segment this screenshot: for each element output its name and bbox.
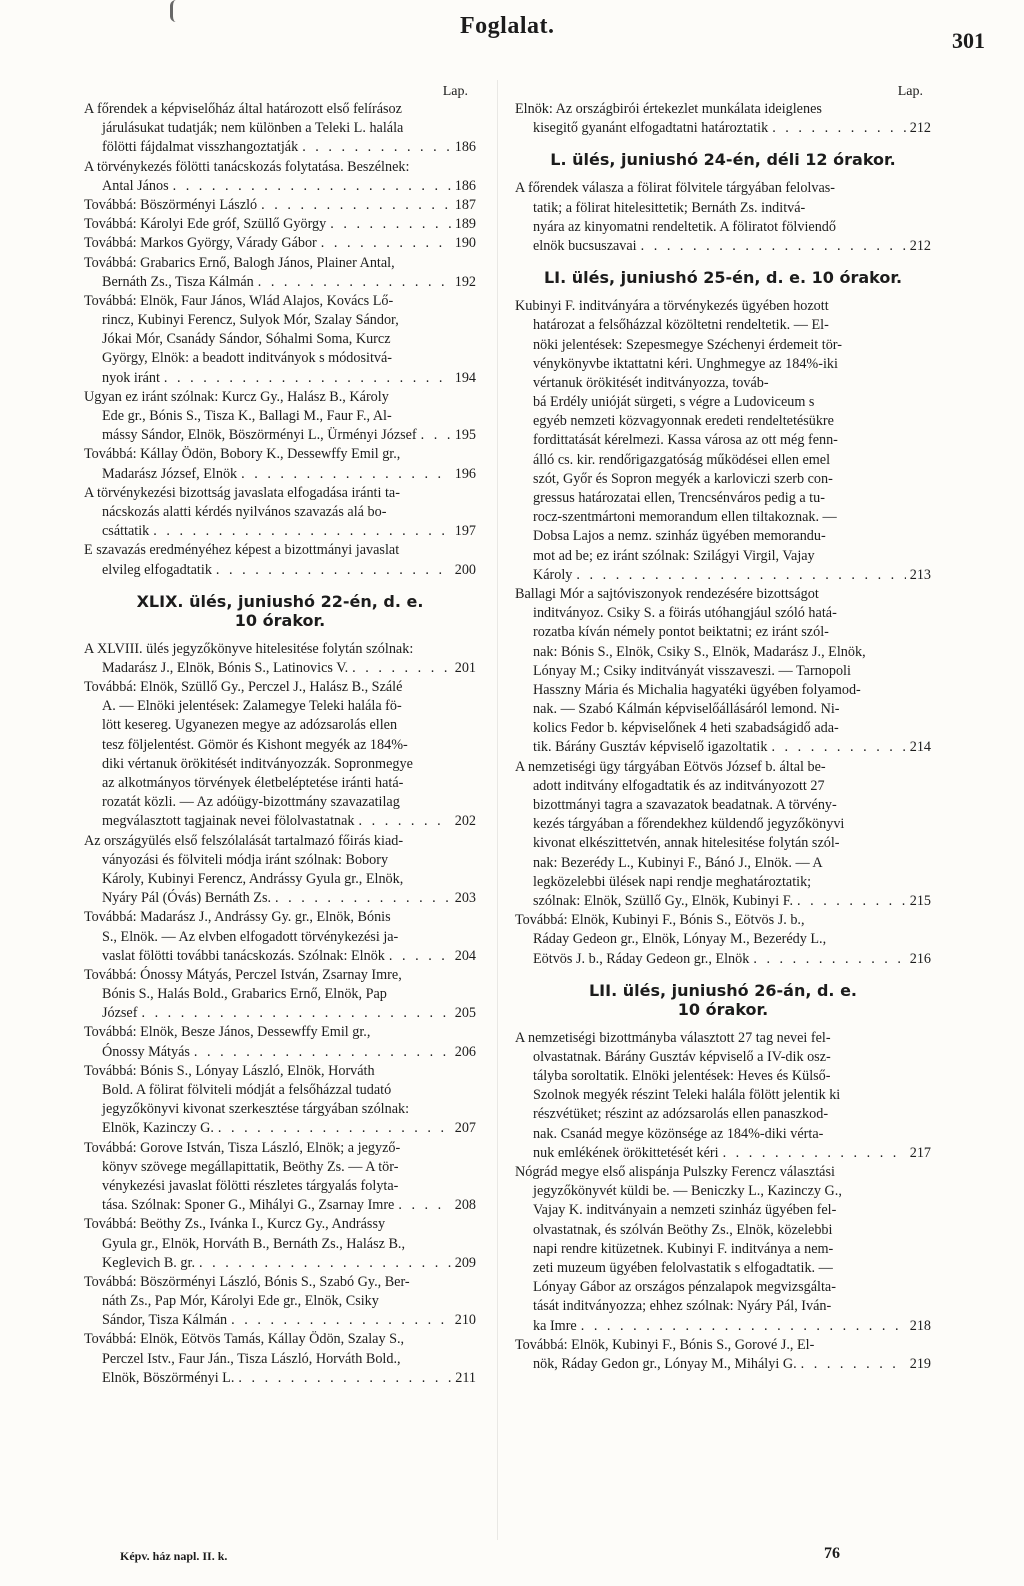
index-entry [84,1062,476,1139]
entry-last-line [84,273,476,292]
leader-dots [153,522,450,541]
entry-line: jegyzőkönyvi kivonat szerkesztése tárgyában szólnak: [102,1101,410,1118]
index-entry [84,908,476,966]
entry-line: tatik; a fölirat hitelesittetik; Bernáth Zs. inditvá- [533,199,806,216]
entry-text: Antal János [102,177,169,194]
entry-text: Elnök, Böszörményi L. [102,1369,235,1386]
entry-last-line [84,522,476,541]
leader-dots [241,465,451,484]
entry-text: kisegitő gyanánt elfogadtatni határoztatik [533,120,769,137]
entry-line: náth Zs., Pap Mór, Károlyi Ede gr., Elnök, Csiky [102,1293,379,1310]
entry-line: Továbbá: Elnök, Kubinyi F., Bónis S., Gorové J., El- [515,1336,815,1353]
entry-line: vénykönyvbe iktattatni kéri. Unghmegye az 184%-iki [533,355,838,372]
page-reference: 204 [454,947,476,964]
entry-last-line [515,950,931,969]
entry-line: szót, Győr és Sopron megyék a karloviczi szerb con- [533,470,833,487]
entry-last-line [84,1254,476,1273]
leader-dots [141,1004,450,1023]
leader-dots [723,1144,906,1163]
page-reference: 207 [454,1120,476,1137]
page-reference: 190 [454,235,476,252]
index-entry [84,640,476,678]
entry-text: Ónossy Mátyás [102,1043,190,1060]
entry-line: Ballagi Mór a sajtóviszonyok rendezésére bizottságot [515,585,819,602]
entry-line: legközelebbi ülések napi rendje meghatároztatik; [533,873,812,890]
entry-last-line [84,465,476,484]
entry-text: Sándor, Tisza Kálmán [102,1312,228,1329]
session-heading [84,592,476,630]
entry-text: Madarász J., Elnök, Bónis S., Latinovics V. [102,659,349,676]
page-number: 301 [952,28,985,53]
entry-text: Továbbá: Markos György, Várady Gábor [84,235,317,252]
entry-text: Nyáry Pál (Óvás) Bernáth Zs. [102,890,272,907]
leader-dots [398,1196,450,1215]
index-entry [84,541,476,579]
entry-line: határozat a felsőházzal közöltetni rendeltetik. — El- [533,317,829,334]
entry-line: nak. — Szabó Kálmán képviselőállásáról lemond. Ni- [533,701,840,718]
leader-dots [772,119,906,138]
page-reference: 201 [454,659,476,676]
entry-line: Károly, Kubinyi Ferencz, Andrássy Gyula gr., Elnök, [102,870,404,887]
entry-line: nak. Csanád megye közönsége az 184%-diki vértа- [533,1125,824,1142]
leader-dots [421,426,451,445]
page-reference: 192 [454,273,476,290]
leader-dots [330,215,450,234]
page-reference: 186 [454,177,476,194]
page-reference: 194 [454,369,476,386]
entry-text: megválasztott tagjainak nevei fölolvastatnak [102,813,355,830]
entry-text: mássy Sándor, Elnök, Böszörményi L., Ürményi József [102,427,417,444]
session-heading-line: 10 órakor. [677,999,769,1019]
left-column [84,84,476,1388]
index-entry [84,388,476,446]
leader-dots [261,196,451,215]
footer-signature-number: 76 [824,1545,840,1562]
index-entry [84,1023,476,1061]
lap-label: Lap. [442,84,468,99]
entry-text: Madarász József, Elnök [102,465,238,482]
index-entry [84,678,476,832]
entry-text: Elnök, Kazinczy G. [102,1120,214,1137]
entry-line: Ugyan ez iránt szólnak: Kurcz Gy., Halász B., Károly [84,388,389,405]
entry-line: gressus határozatai ellen, Trencsénváros pedig a tu- [533,490,825,506]
entry-line: olvastatnak, és szólván Beöthy Zs., Elnök, közelebbi [533,1221,833,1238]
entry-line: adott inditvány elfogadtatik és az inditványozott 27 [533,777,825,794]
entry-last-line [515,738,931,757]
entry-line: E szavazás eredményéhez képest a bizottmányi javaslat [84,542,400,559]
page-header-title: Foglalat. [460,13,555,39]
index-entry [84,445,476,483]
session-heading-line: LII. ülés, juniushó 26-án, d. e. [588,980,858,1000]
entry-last-line [84,1369,476,1388]
entry-line: vértanuk örökitését inditványozza, továb- [533,374,769,391]
index-entry [515,585,931,758]
entry-line: rozatát közli. — Az adóügy-bizottmány szavazatilag [102,794,400,811]
page-reference: 213 [909,566,931,583]
entry-line: Ede gr., Bónis S., Tisza K., Ballagi M., Faur F., Al- [102,408,392,424]
page-reference: 187 [454,196,476,213]
leader-dots [352,659,451,678]
entry-line: lött kesereg. Ugyanezen megye az adózsarolás ellen [102,717,398,734]
entry-line: egyéb nemzeti közvagyonnak eredeti rendeltetésükre [533,413,834,430]
session-heading-line: 10 órakor. [234,610,326,630]
page-reference: 215 [909,892,931,909]
entry-last-line [515,1317,931,1336]
entry-last-line [84,196,476,215]
entry-text: tik. Bárány Gusztáv képviselő igazoltatik [533,739,768,756]
index-entry [515,1163,931,1336]
page-reference: 216 [909,950,931,967]
entry-last-line [84,215,476,234]
entry-line: Továbbá: Kállay Ödön, Bobory K., Dessewffy Emil gr., [84,446,401,463]
leader-dots [641,237,906,256]
entry-line: tályba soroltatik. Elnöki jelentések: Heves és Külső- [533,1068,831,1085]
entry-line: Szolnok megyék részint Teleki halála fölött jelentik ki [533,1087,841,1104]
index-entry [84,292,476,388]
entry-line: Továbbá: Grabarics Ernő, Balogh János, Plainer Antal, [84,254,395,271]
leader-dots [218,1119,451,1138]
leader-dots [771,738,905,757]
index-entry [84,832,476,909]
session-heading [515,268,931,287]
ink-mark [170,0,185,22]
page-reference: 189 [454,216,476,233]
entry-line: A törvénykezési bizottság javaslata elfogadása iránti ta- [84,484,400,501]
session-heading [515,981,931,1019]
entry-line: A törvénykezés fölötti tanácskozás folytatása. Beszélnek: [84,158,410,175]
entry-line: fordittatását kérelmezi. Kassa városa az ott még fenn- [533,432,838,449]
entry-line: nácskozás alatti kérdés nyilvános szavazás alá bo- [102,503,387,520]
entry-line: az alkotmányos törvények életbeléptetése iránti hatá- [102,775,404,791]
entry-last-line [84,369,476,388]
entry-last-line [84,234,476,253]
leader-dots [302,138,451,157]
entry-text: nök, Ráday Gedon gr., Lónyay M., Mihályi G. [533,1355,797,1372]
entry-line: zeti muzeum ügyében felolvastatik s elfogadtatik. — [533,1259,833,1276]
entry-line: A XLVIII. ülés jegyzőkönyve hitelesitése folytán szólnak: [84,640,414,657]
entry-line: nak: Bónis S., Elnök, Csiky S., Elnök, Madarász J., Elnök, [533,643,866,660]
entry-line: A főrendek a képviselőház által határozott első felírásoz [84,101,402,117]
entry-text: Továbbá: Károlyi Ede gróf, Szüllő György [84,216,327,233]
index-entry [84,100,476,158]
entry-text: tása. Szólnak: Sponer G., Mihályi G., Zsarnay Imre [102,1197,395,1214]
page-reference: 218 [909,1317,931,1334]
leader-dots [275,889,451,908]
leader-dots [173,177,451,196]
entry-text: elvileg elfogadtatik [102,561,212,578]
entry-line: álló cs. kir. rendőrigazgatóság működései ellen emel [533,451,831,468]
entry-last-line [84,812,476,831]
entry-line: Vajay K. inditványain a nemzeti szinház ügyében fel- [533,1202,837,1219]
entry-line: napi rendre kitüzetnek. Kubinyi F. inditványa a nem- [533,1240,834,1257]
entry-line: rocz-szentmártoni memorandum ellen tiltakoznak. — [533,509,837,526]
entry-line: nöki jelentések: Szepesmegye Széchenyi érdemeit tör- [533,336,842,353]
entry-last-line [84,947,476,966]
index-entry [515,179,931,256]
leader-dots [258,273,451,292]
entry-text: Bernáth Zs., Tisza Kálmán [102,273,254,290]
page-reference: 200 [454,561,476,578]
lap-label: Lap. [897,84,923,99]
entry-line: rozatba kíván némely pontot beiktatni; ez iránt szól- [533,624,829,641]
page-reference: 195 [454,427,476,444]
page-reference: 197 [454,523,476,540]
entry-line: diki vértanuk örökitését inditványozzák. Sopronmegye [102,755,413,772]
footer-volume-label: Képv. ház napl. II. k. [120,1549,228,1563]
entry-line: Továbbá: Bónis S., Lónyay László, Elnök, Horváth [84,1062,375,1079]
entry-line: ványozási és fölviteli módja iránt szólnak: Bobory [102,851,389,868]
entry-text: József [102,1005,138,1022]
page-reference: 196 [454,465,476,482]
leader-dots [389,947,451,966]
leader-dots [359,812,451,831]
session-heading-line: L. ülés, juniushó 24-én, déli 12 órakor. [550,150,896,170]
leader-dots [194,1043,451,1062]
index-entry [84,158,476,196]
index-entry [515,758,931,912]
page-reference: 212 [909,120,931,137]
entry-last-line [84,426,476,445]
entry-last-line [515,237,931,256]
entry-line: jegyzőkönyvét küldi be. — Beniczky L., Kazinczy G., [533,1183,842,1200]
page-reference: 214 [909,739,931,756]
entry-last-line [515,566,931,585]
entry-line: Perczel Istv., Faur Ján., Tisza László, Horváth Bold., [102,1350,401,1367]
column-divider [497,80,498,1540]
page-reference: 203 [454,890,476,907]
leader-dots [581,1317,906,1336]
entry-line: kolics Fedor b. képviselőnek 4 heti szabadságidő ada- [533,720,839,737]
leader-dots [321,234,451,253]
entry-text: nyok iránt [102,369,160,386]
page-reference: 217 [909,1144,931,1161]
index-entry [84,1273,476,1331]
entry-text: ka Imre [533,1317,577,1334]
entry-line: Dobsa Lajos a nemz. szinház ügyében memorandu- [533,528,826,545]
entry-line: Lónyay M.; Csiky inditványát visszaveszi. — Tarnopoli [533,662,851,679]
entry-line: könyv szövege megállapittatik, Beöthy Zs. — A tör- [102,1158,399,1175]
leader-dots [199,1254,451,1273]
leader-dots [216,561,451,580]
entry-text: elnök bucsuszavai [533,237,637,254]
session-heading [515,150,931,169]
entry-last-line [84,889,476,908]
entry-line: Elnök: Az országbirói értekezlet munkálata ideiglenes [515,101,822,117]
page-reference: 186 [454,139,476,156]
entry-line: Továbbá: Elnök, Eötvös Tamás, Kállay Ödön, Szalay S., [84,1331,405,1348]
page-reference: 211 [455,1369,476,1386]
entry-last-line [84,1119,476,1138]
entry-text: Károly [533,566,573,583]
index-entry [84,215,476,234]
entry-line: nak: Bezerédy L., Kubinyi F., Bánó J., Elnök. — A [533,854,823,871]
session-heading-line: XLIX. ülés, juniushó 22-én, d. e. [136,591,424,611]
entry-last-line [84,177,476,196]
right-column [515,84,931,1374]
entry-text: fölötti fájdalmat visszhangoztatják [102,139,299,156]
leader-dots [753,950,905,969]
entry-last-line [515,119,931,138]
entry-line: Továbbá: Madarász J., Andrássy Gy. gr., Elnök, Bónis [84,909,391,926]
leader-dots [231,1311,451,1330]
entry-line: mot ad be; ez iránt szólnak: Szilágyi Virgil, Vajay [533,547,815,564]
entry-last-line [84,1311,476,1330]
entry-text: csáttatik [102,523,150,540]
entry-line: kivonat elkészittetvén, annak hitelesitése folytán szól- [533,835,840,852]
entry-line: Gyula gr., Elnök, Horváth B., Bernáth Zs., Halász B., [102,1235,406,1252]
leader-dots [576,566,905,585]
page-reference: 212 [909,237,931,254]
page-reference: 210 [454,1312,476,1329]
entry-line: Továbbá: Elnök, Szüllő Gy., Perczel J., Halász B., Szálé [84,679,403,696]
leader-dots [164,369,451,388]
entry-line: bizottmányi tagra a szavazatok beadatnak. A törvény- [533,797,837,813]
index-entry [84,254,476,292]
entry-line: Ráday Gedeon gr., Elnök, Lónyay M., Bezerédy L., [533,931,827,948]
page-reference: 206 [454,1043,476,1060]
entry-last-line [84,1043,476,1062]
entry-line: Továbbá: Ónossy Mátyás, Perczel István, Zsarnay Imre, [84,966,402,983]
entry-line: Továbbá: Elnök, Faur János, Wlád Alajos, Kovács Lő- [84,292,394,309]
entry-line: Bónis S., Halás Bold., Grabarics Ernő, Elnök, Pap [102,986,387,1003]
page-reference: 208 [454,1197,476,1214]
index-entry [84,484,476,542]
index-entry [515,1029,931,1163]
page-reference: 219 [909,1355,931,1372]
entry-text: nuk emlékének örökittetését kéri [533,1144,719,1161]
leader-dots [238,1369,451,1388]
index-entry [84,966,476,1024]
entry-line: Továbbá: Gorove István, Tisza László, Elnök; a jegyző- [84,1139,401,1156]
entry-line: Hasszny Mária és Michalia hagyatéki ügyében folyamod- [533,681,861,698]
entry-text: Továbbá: Böszörményi László [84,196,258,213]
index-entry [515,1336,931,1374]
index-entry [515,100,931,138]
entry-last-line [84,138,476,157]
entry-line: olvastatnak. Bárány Gusztáv képviselő a IV-dik osz- [533,1048,831,1065]
page-reference: 209 [454,1254,476,1271]
index-entry [84,1215,476,1273]
entry-line: részvétüket; részint az adózsarolás ellen panaszkod- [533,1106,829,1123]
entry-line: A főrendek válasza a fölirat fölvitele tárgyában felolvas- [515,180,836,197]
entry-line: A nemzetiségi ügy tárgyában Eötvös József b. által be- [515,758,826,775]
entry-last-line [515,1355,931,1374]
entry-line: tesz följelentést. Gömör és Kishont megyék az 184%- [102,736,408,753]
entry-last-line [84,659,476,678]
entry-last-line [515,1144,931,1163]
leader-dots [801,1355,906,1374]
index-entry [84,1330,476,1388]
entry-line: Továbbá: Böszörményi László, Bónis S., Szabó Gy., Ber- [84,1273,410,1290]
entry-last-line [84,1004,476,1023]
entry-line: tását inditványozza; ehhez szólnak: Nyáry Pál, Iván- [533,1298,832,1315]
entry-line: Nógrád megye első alispánja Pulszky Ferencz választási [515,1164,835,1180]
entry-line: György, Elnök: a beadott inditványok s módositvá- [102,350,393,367]
entry-line: Bold. A fölirat fölviteli módját a felsőházzal tudató [102,1082,392,1098]
index-entry [84,234,476,253]
entry-line: rincz, Kubinyi Ferencz, Sulyok Mór, Szalay Sándor, [102,312,399,329]
entry-text: vaslat fölötti további tanácskozás. Szólnak: Elnök [102,947,385,964]
entry-line: kezés tárgyában a főrendekhez küldendő jegyzőkönyvi [533,816,845,833]
page-reference: 205 [454,1005,476,1022]
entry-line: Lónyay Gábor az országos pénzalapok megvizsgálta- [533,1279,836,1296]
entry-line: Továbbá: Elnök, Besze János, Dessewffy Emil gr., [84,1024,371,1041]
entry-line: nyára az kinyomatni rendeltetik. A föliratot fölviendő [533,218,836,235]
entry-line: Az országyülés első felszólalását tartalmazó főirás kiad- [84,832,404,849]
entry-last-line [84,1196,476,1215]
entry-text: Keglevich B. gr. [102,1254,195,1271]
entry-line: bá Erdély unióját sürgeti, s végre a Ludoviceum s [533,394,815,411]
entry-line: vénykezési javaslat fölötti részletes tárgyalás folyta- [102,1177,399,1194]
entry-line: Továbbá: Elnök, Kubinyi F., Bónis S., Eötvös J. b., [515,912,805,929]
entry-last-line [515,892,931,911]
entry-line: Továbbá: Beöthy Zs., Ivánka I., Kurcz Gy., Andrássy [84,1216,386,1233]
entry-line: járulásukat tudatják; nem különben a Teleki L. halála [102,120,404,137]
index-entry [84,196,476,215]
leader-dots [797,892,906,911]
entry-line: Kubinyi F. inditványára a törvénykezés ügyében hozott [515,298,829,315]
entry-line: A nemzetiségi bizottmányba választott 27 tag nevei fel- [515,1029,831,1046]
index-entry [84,1139,476,1216]
entry-text: Eötvös J. b., Ráday Gedeon gr., Elnök [533,950,750,967]
entry-line: Jókai Mór, Csanády Sándor, Sóhalmi Soma, Kurcz [102,331,391,348]
entry-text: szólnak: Elnök, Szüllő Gy., Elnök, Kubinyi F. [533,892,794,909]
entry-line: S., Elnök. — Az elvben elfogadott törvénykezési ja- [102,928,399,945]
index-entry [515,297,931,585]
session-heading-line: LI. ülés, juniushó 25-én, d. e. 10 órakor. [543,268,903,288]
entry-last-line [84,561,476,580]
index-entry [515,911,931,969]
entry-line: inditványoz. Csiky S. a föirás utóhangjául szóló hatá- [533,605,837,622]
page-reference: 202 [454,813,476,830]
entry-line: A. — Elnöki jelentések: Zalamegye Teleki halála fö- [102,698,402,715]
